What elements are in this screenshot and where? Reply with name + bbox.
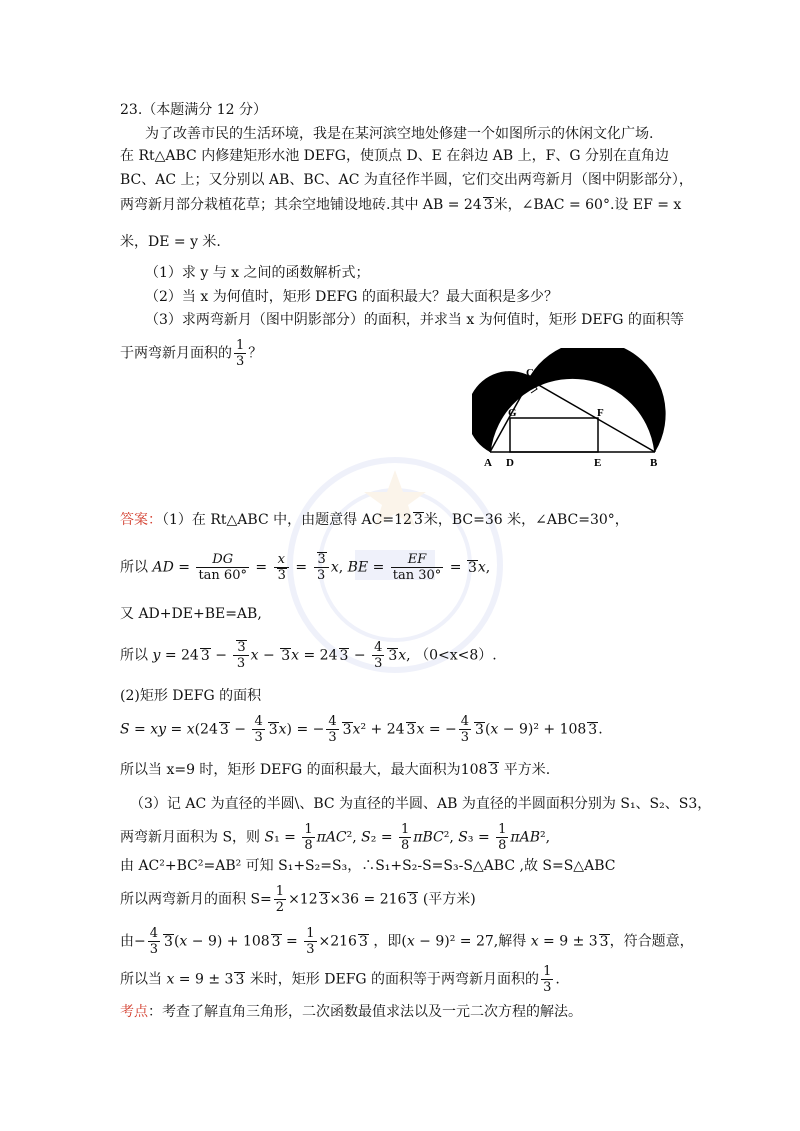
answer-line-8: （3）记 AC 为直径的半圆\、BC 为直径的半圆、AB 为直径的半圆面积分别为 S₁、S₂、S3， [130, 796, 712, 812]
answer-line-9: 两弯新月面积为 S，则 S₁ = $\frac{1}{8}$ πAC², S₂ = $\frac{1}{8}$ πBC², S₃ = $\frac{1}{8}$ πAB², [120, 822, 551, 853]
label-g: G [508, 407, 517, 419]
answer-line-11: 所以两弯新月的面积 S= $\frac{1}{2}$ ×12 3×36 = 216 3 (平方米) [120, 884, 476, 915]
problem-intro-5: 米，DE = y 米. [120, 234, 221, 250]
label-d: D [506, 457, 514, 469]
answer-line-1: 答案：（1）在 Rt△ABC 中，由题意得 AC=12 3米，BC=36 米，∠ABC=30°， [120, 512, 629, 528]
problem-intro-4: 两弯新月部分栽植花草；其余空地铺设地砖.其中 AB = 24 3米，∠BAC = 60°.设 EF = x [120, 197, 682, 213]
label-c: C [526, 367, 534, 379]
question-3: （3）求两弯新月（图中阴影部分）的面积，并求当 x 为何值时，矩形 DEFG 的面积等 [145, 312, 684, 328]
answer-line-4: 所以 y = 24 3 − $\frac{3}{3}$ x − 3x = 24 3 − $\frac{4}{3}$ 3x, （0<x<8）. [120, 640, 497, 671]
answer-line-3: 又 AD+DE+BE=AB, [120, 606, 262, 622]
answer-line-10: 由 AC²+BC²=AB² 可知 S₁+S₂=S₃，∴S₁+S₂-S=S₃-S△ABC ,故 S=S△ABC [120, 858, 616, 874]
answer-label: 答案 [120, 512, 148, 528]
answer-line-2: 所以 AD = $\frac{DG}{\tan 60^\circ}$ = $\frac{x}{3}$ = $\frac{3}{3}$ x, BE = $\frac{EF}{\tan 30^\circ}$ = 3x, [120, 552, 491, 583]
question-1: （1）求 y 与 x 之间的函数解析式； [145, 265, 370, 281]
answer-line-5: (2)矩形 DEFG 的面积 [120, 688, 262, 704]
answer-line-6: S = xy = x(24 3 − $\frac{4}{3}$ 3x) = − $\frac{4}{3}$ 3x² + 24 3x = − $\frac{4}{3}$ 3(x − 9)² + 108 3. [120, 714, 603, 745]
problem-intro-1: 为了改善市民的生活环境，我是在某河滨空地处修建一个如图所示的休闲文化广场. [145, 126, 654, 142]
problem-intro-2: 在 Rt△ABC 内修建矩形水池 DEFG，使顶点 D、E 在斜边 AB 上，F、G 分别在直角边 [120, 148, 669, 164]
problem-number: 23.（本题满分 12 分） [120, 102, 267, 118]
geometry-figure [472, 348, 692, 473]
label-f: F [597, 407, 604, 419]
answer-line-7: 所以当 x=9 时，矩形 DEFG 的面积最大，最大面积为108 3 平方米. [120, 762, 551, 778]
question-3-cont: 于两弯新月面积的 $\frac{1}{3}$ ？ [120, 338, 263, 369]
label-b: B [650, 457, 658, 469]
answer-line-12: 由− $\frac{4}{3}$ 3(x − 9) + 108 3 = $\frac{1}{3}$ ×216 3 ，即(x − 9)² = 27,解得 x = 9 ± 3 3，符合题意， [120, 926, 694, 957]
answer-line-13: 所以当 x = 9 ± 3 3 米时，矩形 DEFG 的面积等于两弯新月面积的 $\frac{1}{3}$ . [120, 964, 560, 995]
label-a: A [484, 457, 492, 469]
kaodian-line: 考点：考查了解直角三角形，二次函数最值求法以及一元二次方程的解法。 [120, 1004, 582, 1020]
label-e: E [594, 457, 602, 469]
question-2: （2）当 x 为何值时，矩形 DEFG 的面积最大？最大面积是多少？ [145, 289, 558, 305]
kaodian-label: 考点 [120, 1004, 148, 1020]
problem-intro-3: BC、AC 上；又分别以 AB、BC、AC 为直径作半圆，它们交出两弯新月（图中阴影部分）， [120, 172, 693, 188]
